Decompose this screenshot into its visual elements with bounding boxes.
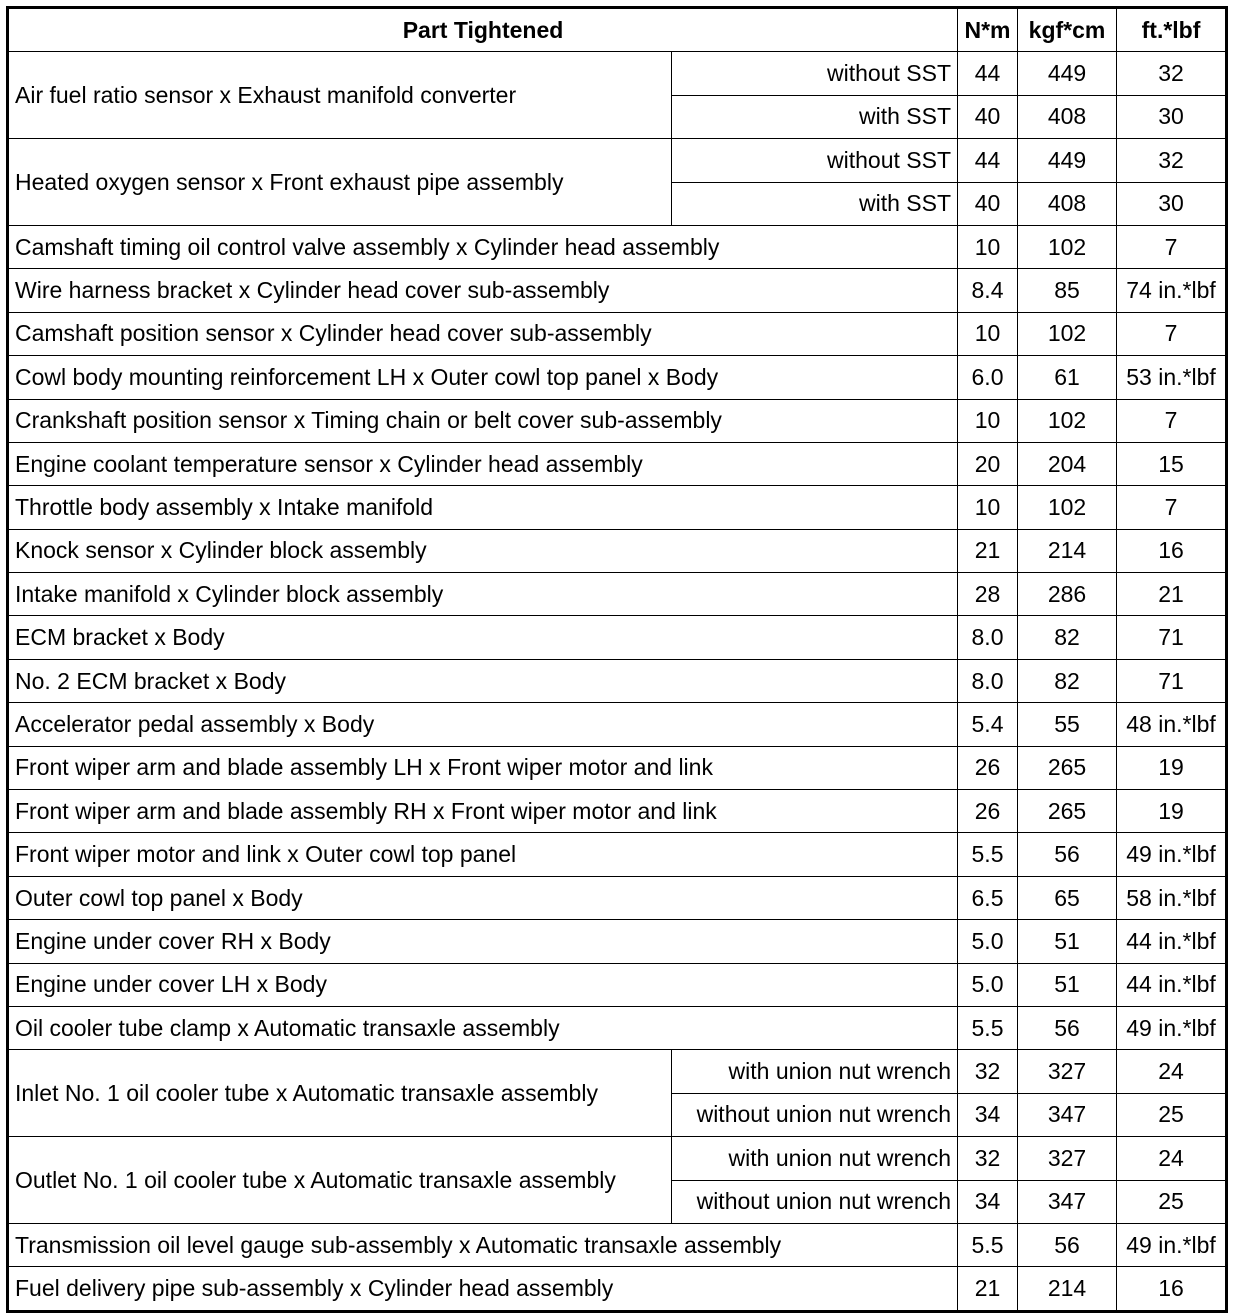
torque-nm: 34 bbox=[958, 1093, 1018, 1136]
torque-kgf-cm: 102 bbox=[1018, 225, 1117, 268]
part-name: Camshaft position sensor x Cylinder head cover sub-assembly bbox=[8, 312, 958, 355]
table-row bbox=[8, 356, 1227, 399]
table-row bbox=[8, 573, 1227, 616]
table-row bbox=[8, 1050, 1227, 1093]
torque-ft-lbf: 49 in.*lbf bbox=[1117, 1006, 1227, 1049]
part-name: Accelerator pedal assembly x Body bbox=[8, 703, 958, 746]
torque-ft-lbf: 7 bbox=[1117, 399, 1227, 442]
torque-kgf-cm: 102 bbox=[1018, 399, 1117, 442]
part-name: Intake manifold x Cylinder block assembly bbox=[8, 573, 958, 616]
torque-nm: 6.0 bbox=[958, 356, 1018, 399]
torque-nm: 20 bbox=[958, 442, 1018, 485]
part-name: Crankshaft position sensor x Timing chain or belt cover sub-assembly bbox=[8, 399, 958, 442]
torque-nm: 10 bbox=[958, 225, 1018, 268]
torque-ft-lbf: 25 bbox=[1117, 1180, 1227, 1223]
torque-nm: 10 bbox=[958, 486, 1018, 529]
torque-nm: 44 bbox=[958, 139, 1018, 182]
condition: without SST bbox=[672, 139, 958, 182]
torque-ft-lbf: 44 in.*lbf bbox=[1117, 963, 1227, 1006]
table-row bbox=[8, 1137, 1227, 1180]
condition: with SST bbox=[672, 95, 958, 138]
torque-kgf-cm: 65 bbox=[1018, 876, 1117, 919]
torque-kgf-cm: 327 bbox=[1018, 1137, 1117, 1180]
table-row bbox=[8, 746, 1227, 789]
torque-ft-lbf: 32 bbox=[1117, 139, 1227, 182]
torque-nm: 40 bbox=[958, 182, 1018, 225]
table-row bbox=[8, 139, 1227, 182]
torque-ft-lbf: 24 bbox=[1117, 1050, 1227, 1093]
torque-nm: 6.5 bbox=[958, 876, 1018, 919]
table-row bbox=[8, 963, 1227, 1006]
torque-nm: 5.4 bbox=[958, 703, 1018, 746]
part-name: Cowl body mounting reinforcement LH x Outer cowl top panel x Body bbox=[8, 356, 958, 399]
torque-nm: 8.0 bbox=[958, 616, 1018, 659]
torque-ft-lbf: 74 in.*lbf bbox=[1117, 269, 1227, 312]
header-kgf-cm: kgf*cm bbox=[1018, 8, 1117, 52]
table-row bbox=[8, 920, 1227, 963]
header-part-tightened: Part Tightened bbox=[8, 8, 958, 52]
torque-ft-lbf: 19 bbox=[1117, 790, 1227, 833]
torque-ft-lbf: 7 bbox=[1117, 486, 1227, 529]
header-row bbox=[8, 8, 1227, 52]
torque-kgf-cm: 102 bbox=[1018, 312, 1117, 355]
torque-nm: 26 bbox=[958, 790, 1018, 833]
part-name: Camshaft timing oil control valve assembly x Cylinder head assembly bbox=[8, 225, 958, 268]
torque-ft-lbf: 49 in.*lbf bbox=[1117, 1223, 1227, 1266]
part-name: Front wiper arm and blade assembly LH x Front wiper motor and link bbox=[8, 746, 958, 789]
torque-ft-lbf: 24 bbox=[1117, 1137, 1227, 1180]
torque-nm: 8.4 bbox=[958, 269, 1018, 312]
torque-ft-lbf: 32 bbox=[1117, 52, 1227, 95]
torque-ft-lbf: 53 in.*lbf bbox=[1117, 356, 1227, 399]
part-name: Outer cowl top panel x Body bbox=[8, 876, 958, 919]
torque-kgf-cm: 102 bbox=[1018, 486, 1117, 529]
table-row bbox=[8, 616, 1227, 659]
table-row bbox=[8, 1223, 1227, 1266]
torque-ft-lbf: 19 bbox=[1117, 746, 1227, 789]
part-name: Throttle body assembly x Intake manifold bbox=[8, 486, 958, 529]
part-name: Engine under cover RH x Body bbox=[8, 920, 958, 963]
torque-nm: 21 bbox=[958, 1267, 1018, 1311]
table-row bbox=[8, 876, 1227, 919]
table-row bbox=[8, 1267, 1227, 1311]
table-row bbox=[8, 399, 1227, 442]
torque-nm: 5.5 bbox=[958, 1006, 1018, 1049]
table-row bbox=[8, 225, 1227, 268]
table-row bbox=[8, 1006, 1227, 1049]
part-name: Heated oxygen sensor x Front exhaust pipe assembly bbox=[8, 139, 672, 226]
torque-kgf-cm: 82 bbox=[1018, 616, 1117, 659]
torque-kgf-cm: 347 bbox=[1018, 1093, 1117, 1136]
torque-kgf-cm: 51 bbox=[1018, 920, 1117, 963]
torque-kgf-cm: 347 bbox=[1018, 1180, 1117, 1223]
torque-nm: 34 bbox=[958, 1180, 1018, 1223]
part-name: Transmission oil level gauge sub-assembly x Automatic transaxle assembly bbox=[8, 1223, 958, 1266]
header-nm: N*m bbox=[958, 8, 1018, 52]
torque-nm: 10 bbox=[958, 399, 1018, 442]
torque-nm: 32 bbox=[958, 1137, 1018, 1180]
torque-ft-lbf: 7 bbox=[1117, 225, 1227, 268]
part-name: Inlet No. 1 oil cooler tube x Automatic transaxle assembly bbox=[8, 1050, 672, 1137]
torque-kgf-cm: 214 bbox=[1018, 1267, 1117, 1311]
torque-kgf-cm: 408 bbox=[1018, 182, 1117, 225]
table-body bbox=[8, 52, 1227, 1311]
part-name: Front wiper motor and link x Outer cowl top panel bbox=[8, 833, 958, 876]
torque-nm: 26 bbox=[958, 746, 1018, 789]
torque-kgf-cm: 204 bbox=[1018, 442, 1117, 485]
torque-ft-lbf: 71 bbox=[1117, 616, 1227, 659]
torque-ft-lbf: 16 bbox=[1117, 1267, 1227, 1311]
torque-ft-lbf: 44 in.*lbf bbox=[1117, 920, 1227, 963]
torque-ft-lbf: 30 bbox=[1117, 182, 1227, 225]
torque-ft-lbf: 49 in.*lbf bbox=[1117, 833, 1227, 876]
torque-kgf-cm: 85 bbox=[1018, 269, 1117, 312]
torque-nm: 40 bbox=[958, 95, 1018, 138]
torque-nm: 21 bbox=[958, 529, 1018, 572]
torque-kgf-cm: 286 bbox=[1018, 573, 1117, 616]
torque-kgf-cm: 55 bbox=[1018, 703, 1117, 746]
table-row bbox=[8, 659, 1227, 702]
torque-spec-table bbox=[6, 6, 1228, 1313]
torque-ft-lbf: 15 bbox=[1117, 442, 1227, 485]
torque-nm: 10 bbox=[958, 312, 1018, 355]
torque-ft-lbf: 71 bbox=[1117, 659, 1227, 702]
condition: without union nut wrench bbox=[672, 1093, 958, 1136]
torque-ft-lbf: 21 bbox=[1117, 573, 1227, 616]
table-row bbox=[8, 312, 1227, 355]
torque-ft-lbf: 30 bbox=[1117, 95, 1227, 138]
table-row bbox=[8, 269, 1227, 312]
table-row bbox=[8, 52, 1227, 95]
torque-nm: 5.0 bbox=[958, 920, 1018, 963]
part-name: Outlet No. 1 oil cooler tube x Automatic transaxle assembly bbox=[8, 1137, 672, 1224]
torque-kgf-cm: 214 bbox=[1018, 529, 1117, 572]
table-row bbox=[8, 703, 1227, 746]
torque-ft-lbf: 25 bbox=[1117, 1093, 1227, 1136]
part-name: Wire harness bracket x Cylinder head cover sub-assembly bbox=[8, 269, 958, 312]
condition: without union nut wrench bbox=[672, 1180, 958, 1223]
condition: with union nut wrench bbox=[672, 1050, 958, 1093]
torque-kgf-cm: 449 bbox=[1018, 52, 1117, 95]
condition: with union nut wrench bbox=[672, 1137, 958, 1180]
torque-kgf-cm: 51 bbox=[1018, 963, 1117, 1006]
table-row bbox=[8, 529, 1227, 572]
torque-kgf-cm: 449 bbox=[1018, 139, 1117, 182]
torque-kgf-cm: 82 bbox=[1018, 659, 1117, 702]
table-row bbox=[8, 790, 1227, 833]
torque-kgf-cm: 56 bbox=[1018, 1006, 1117, 1049]
part-name: Fuel delivery pipe sub-assembly x Cylinder head assembly bbox=[8, 1267, 958, 1311]
torque-kgf-cm: 56 bbox=[1018, 1223, 1117, 1266]
torque-nm: 32 bbox=[958, 1050, 1018, 1093]
torque-kgf-cm: 265 bbox=[1018, 790, 1117, 833]
condition: without SST bbox=[672, 52, 958, 95]
torque-nm: 8.0 bbox=[958, 659, 1018, 702]
part-name: Engine under cover LH x Body bbox=[8, 963, 958, 1006]
torque-ft-lbf: 7 bbox=[1117, 312, 1227, 355]
torque-nm: 5.5 bbox=[958, 1223, 1018, 1266]
torque-ft-lbf: 48 in.*lbf bbox=[1117, 703, 1227, 746]
table-row bbox=[8, 833, 1227, 876]
condition: with SST bbox=[672, 182, 958, 225]
part-name: Knock sensor x Cylinder block assembly bbox=[8, 529, 958, 572]
torque-kgf-cm: 56 bbox=[1018, 833, 1117, 876]
torque-kgf-cm: 408 bbox=[1018, 95, 1117, 138]
table-row bbox=[8, 486, 1227, 529]
torque-nm: 5.0 bbox=[958, 963, 1018, 1006]
torque-nm: 5.5 bbox=[958, 833, 1018, 876]
torque-nm: 44 bbox=[958, 52, 1018, 95]
table-row bbox=[8, 442, 1227, 485]
torque-nm: 28 bbox=[958, 573, 1018, 616]
torque-ft-lbf: 58 in.*lbf bbox=[1117, 876, 1227, 919]
part-name: No. 2 ECM bracket x Body bbox=[8, 659, 958, 702]
torque-kgf-cm: 327 bbox=[1018, 1050, 1117, 1093]
part-name: Oil cooler tube clamp x Automatic transaxle assembly bbox=[8, 1006, 958, 1049]
part-name: Air fuel ratio sensor x Exhaust manifold converter bbox=[8, 52, 672, 139]
part-name: ECM bracket x Body bbox=[8, 616, 958, 659]
part-name: Engine coolant temperature sensor x Cylinder head assembly bbox=[8, 442, 958, 485]
part-name: Front wiper arm and blade assembly RH x Front wiper motor and link bbox=[8, 790, 958, 833]
header-ft-lbf: ft.*lbf bbox=[1117, 8, 1227, 52]
torque-kgf-cm: 265 bbox=[1018, 746, 1117, 789]
torque-kgf-cm: 61 bbox=[1018, 356, 1117, 399]
torque-ft-lbf: 16 bbox=[1117, 529, 1227, 572]
